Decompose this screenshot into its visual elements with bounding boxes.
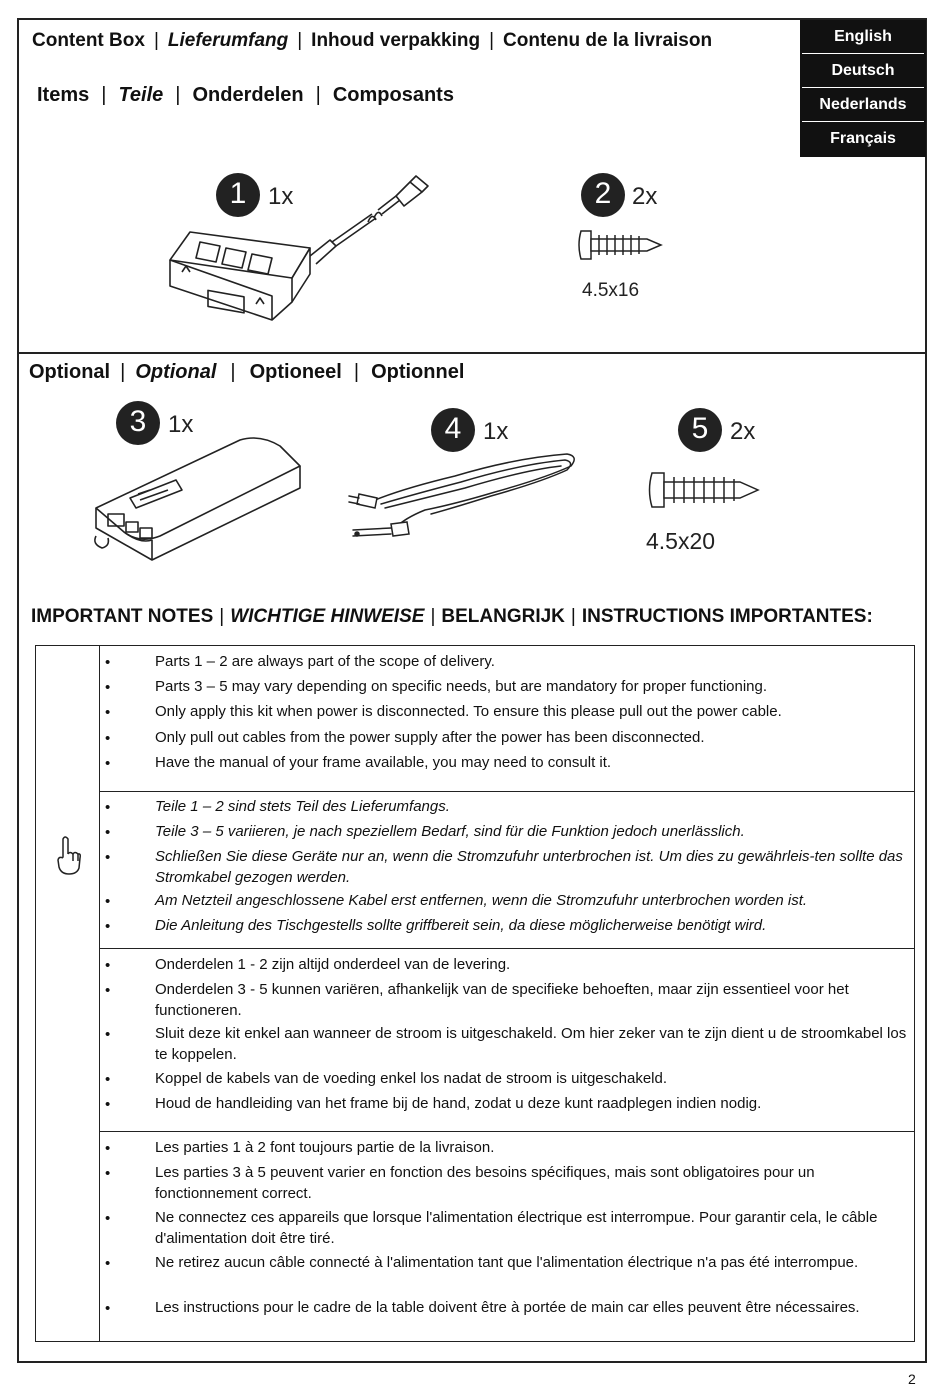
part-2-badge: 2	[581, 173, 625, 217]
note-fr-2: Les parties 3 à 5 peuvent varier en fonction des besoins spécifiques, mais sont obligatoires pour un fonctionnement correct.	[155, 1164, 815, 1202]
pointing-finger-icon	[54, 834, 82, 876]
control-box-icon	[160, 170, 440, 330]
notes-table	[35, 645, 915, 1342]
note-de-4: Am Netzteil angeschlossene Kabel erst entfernen, wenn die Stromzufuhr unterbrochen worden ist.	[155, 892, 808, 909]
optional-de: Optional	[135, 361, 217, 383]
part-4-badge: 4	[431, 408, 475, 452]
note-nl-4: Koppel de kabels van de voeding enkel los nadat de stroom is uitgeschakeld.	[155, 1070, 667, 1087]
lang-nederlands[interactable]: Nederlands	[819, 96, 907, 113]
note-nl-5: Houd de handleiding van het frame bij de hand, zodat u deze kunt raadplegen indien nodig.	[155, 1095, 762, 1112]
note-de-5: Die Anleitung des Tischgestells sollte griffbereit sein, da diese möglicherweise benötigt wird.	[155, 917, 767, 934]
language-tabs	[800, 20, 926, 157]
note-fr-5: Les instructions pour le cadre de la table doivent être à portée de main car elles peuvent être nécessaires.	[155, 1299, 860, 1316]
power-cable-icon	[345, 448, 580, 548]
optional-fr: Optionnel	[371, 361, 465, 383]
part-2-size: 4.5x16	[582, 280, 640, 301]
note-de-2: Teile 3 – 5 variieren, je nach speziellem Bedarf, sind für die Funktion jedoch unerlässlich.	[155, 823, 745, 840]
optional-heading: Optional | Optional | Optioneel | Optionnel	[29, 361, 465, 383]
part-2-qty: 2x	[632, 183, 658, 210]
note-nl-1: Onderdelen 1 - 2 zijn altijd onderdeel van de levering.	[155, 956, 511, 973]
content-box-en: Content Box	[32, 30, 145, 51]
content-box-heading: Content Box | Lieferumfang | Inhoud verpakking | Contenu de la livraison	[32, 30, 713, 51]
note-nl-3: Sluit deze kit enkel aan wanneer de stroom is uitgeschakeld. Om hier zeker van te zijn dient u de stroomkabel los te koppelen.	[155, 1025, 907, 1063]
items-de: Teile	[118, 84, 164, 106]
note-en-4: Only pull out cables from the power supply after the power has been disconnected.	[155, 729, 705, 746]
notes-block-de: • Teile 1 – 2 sind stets Teil des Lieferumfangs. • Teile 3 – 5 variieren, je nach speziellem Bedarf, sind für die Funktion jedoch unerlässlich. • Schließen Sie diese Geräte nur an, wenn die Stromzufuhr unterbrochen ist. Um dies zu gewährleis-ten sollte das Stromkabel gezogen werden. • Am Netzteil angeschlossene Kabel erst entfernen, wenn die Stromzufuhr unterbrochen worden ist. • Die Anleitung des Tischgestells sollte griffbereit sein, da diese möglicherweise benötigt wird.	[100, 791, 914, 948]
part-5-badge: 5	[678, 408, 722, 452]
lang-english[interactable]: English	[834, 28, 892, 45]
content-box-fr: Contenu de la livraison	[503, 30, 713, 51]
notes-en: IMPORTANT NOTES	[31, 606, 214, 627]
note-en-5: Have the manual of your frame available, you may need to consult it.	[155, 754, 612, 771]
power-supply-icon	[90, 432, 310, 567]
part-3-qty: 1x	[168, 411, 194, 438]
notes-block-nl: • Onderdelen 1 - 2 zijn altijd onderdeel van de levering. • Onderdelen 3 - 5 kunnen variëren, afhankelijk van de specifieke behoeften, maar zijn essentieel voor het functioneren. • Sluit deze kit enkel aan wanneer de stroom is uitgeschakeld. Om hier zeker van te zijn dient u de stroomkabel los te koppelen. • Koppel de kabels van de voeding enkel los nadat de stroom is uitgeschakeld. • Houd de handleiding van het frame bij de hand, zodat u deze kunt raadplegen indien nodig.	[100, 948, 914, 1131]
note-de-3: Schließen Sie diese Geräte nur an, wenn die Stromzufuhr unterbrochen ist. Um dies zu gewährleis-ten sollte das Stromkabel gezogen werden.	[155, 848, 903, 886]
notes-heading: IMPORTANT NOTES | WICHTIGE HINWEISE | BELANGRIJK | INSTRUCTIONS IMPORTANTES:	[31, 606, 873, 627]
note-fr-3: Ne connectez ces appareils que lorsque l'alimentation électrique est interrompue. Pour garantir cela, le câble d'alimentation doit être tiré.	[155, 1209, 878, 1247]
part-3-badge: 3	[116, 401, 160, 445]
note-fr-1: Les parties 1 à 2 font toujours partie de la livraison.	[155, 1139, 495, 1156]
items-nl: Onderdelen	[192, 84, 304, 106]
lang-deutsch[interactable]: Deutsch	[831, 62, 895, 79]
part-5-qty: 2x	[730, 418, 756, 445]
note-nl-2: Onderdelen 3 - 5 kunnen variëren, afhankelijk van de specifieke behoeften, maar zijn essentieel voor het functioneren.	[155, 981, 849, 1019]
items-en: Items	[37, 84, 90, 106]
part-1-qty: 1x	[268, 183, 294, 210]
notes-block-fr: • Les parties 1 à 2 font toujours partie de la livraison. • Les parties 3 à 5 peuvent varier en fonction des besoins spécifiques, mais sont obligatoires pour un fonctionnement correct. • Ne connectez ces appareils que lorsque l'alimentation électrique est interrompue. Pour garantir cela, le câble d'alimentation doit être tiré. • Ne retirez aucun câble connecté à l'alimentation tant que l'alimentation électrique n'a pas été interrompue. • Les instructions pour le cadre de la table doivent être à portée de main car elles peuvent être nécessaires.	[100, 1131, 914, 1341]
notes-de: WICHTIGE HINWEISE	[230, 606, 425, 627]
optional-nl: Optioneel	[249, 361, 342, 383]
part-1-badge: 1	[216, 173, 260, 217]
lang-francais[interactable]: Français	[830, 130, 896, 147]
items-fr: Composants	[332, 84, 454, 106]
screw-small-icon	[577, 225, 667, 267]
section-divider	[17, 352, 927, 354]
note-en-2: Parts 3 – 5 may vary depending on specific needs, but are mandatory for proper functioning.	[155, 678, 768, 695]
screw-large-icon	[648, 467, 763, 513]
content-box-de: Lieferumfang	[167, 30, 289, 51]
content-box-nl: Inhoud verpakking	[311, 30, 481, 51]
note-en-3: Only apply this kit when power is disconnected. To ensure this please pull out the power cable.	[155, 703, 782, 720]
notes-fr: INSTRUCTIONS IMPORTANTES:	[581, 606, 873, 627]
page-number: 2	[908, 1371, 916, 1387]
items-heading: Items | Teile | Onderdelen | Composants	[37, 84, 454, 106]
note-de-1: Teile 1 – 2 sind stets Teil des Lieferumfangs.	[155, 798, 450, 815]
optional-en: Optional	[29, 361, 111, 383]
notes-block-en: • Parts 1 – 2 are always part of the scope of delivery. • Parts 3 – 5 may vary depending on specific needs, but are mandatory for proper functioning. • Only apply this kit when power is disconnected. To ensure this please pull out the power cable. • Only pull out cables from the power supply after the power has been disconnected. • Have the manual of your frame available, you may need to consult it.	[100, 646, 914, 791]
part-4-qty: 1x	[483, 418, 509, 445]
note-en-1: Parts 1 – 2 are always part of the scope of delivery.	[155, 653, 495, 670]
notes-icon-cell	[36, 646, 100, 1341]
notes-nl: BELANGRIJK	[441, 606, 565, 627]
note-fr-4: Ne retirez aucun câble connecté à l'alimentation tant que l'alimentation électrique n'a pas été interrompue.	[155, 1254, 859, 1271]
part-5-size: 4.5x20	[646, 528, 716, 554]
